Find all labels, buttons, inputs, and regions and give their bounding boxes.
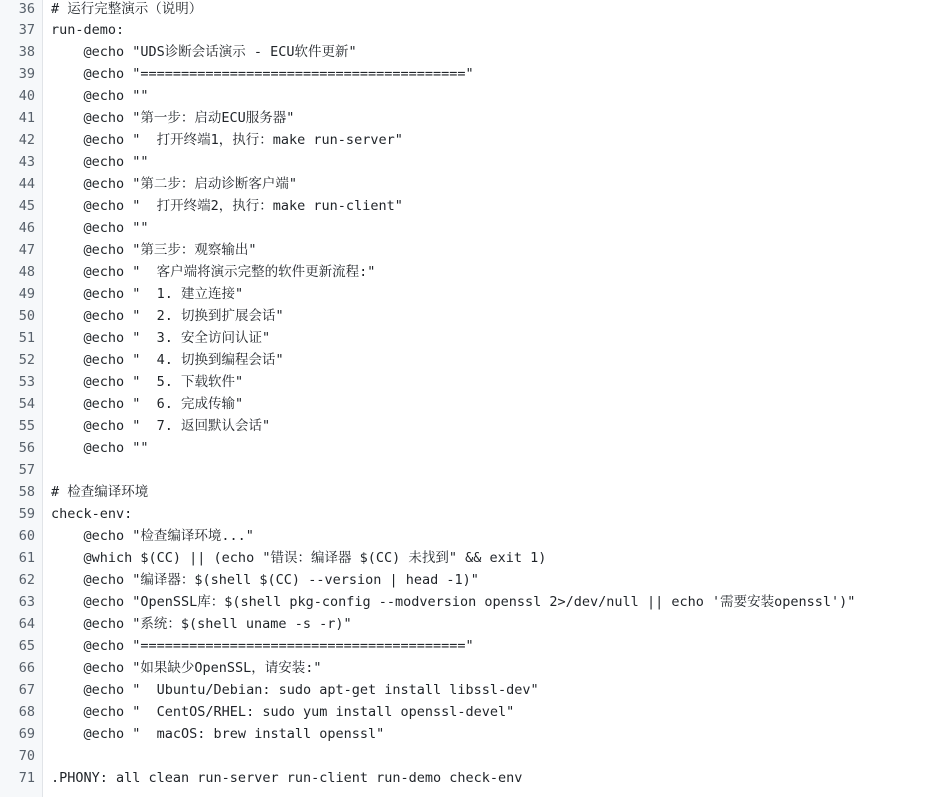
code-text: @echo "========================================" xyxy=(51,66,474,82)
code-text: @echo " 4. 切换到编程会话" xyxy=(51,352,284,368)
code-line[interactable] xyxy=(0,63,952,85)
code-line[interactable] xyxy=(0,19,952,41)
line-number: 55 xyxy=(18,418,35,434)
line-number: 53 xyxy=(18,374,35,390)
code-text: # 检查编译环境 xyxy=(51,484,149,500)
code-line[interactable] xyxy=(0,525,952,547)
line-number: 62 xyxy=(18,572,35,588)
line-number: 56 xyxy=(18,440,35,456)
code-text: @echo "" xyxy=(51,154,149,170)
code-line[interactable] xyxy=(0,107,952,129)
code-line[interactable] xyxy=(0,415,952,437)
code-line[interactable] xyxy=(0,371,952,393)
code-line[interactable] xyxy=(0,305,952,327)
line-number: 43 xyxy=(18,154,35,170)
line-number: 42 xyxy=(18,132,35,148)
code-line[interactable] xyxy=(0,261,952,283)
line-number: 63 xyxy=(18,594,35,610)
code-line[interactable] xyxy=(0,283,952,305)
code-line[interactable] xyxy=(0,657,952,679)
code-line[interactable] xyxy=(0,129,952,151)
line-number: 45 xyxy=(18,198,35,214)
code-line[interactable] xyxy=(0,195,952,217)
line-number: 46 xyxy=(18,220,35,236)
code-line[interactable] xyxy=(0,327,952,349)
line-number: 50 xyxy=(18,308,35,324)
code-line[interactable] xyxy=(0,151,952,173)
line-number: 67 xyxy=(18,682,35,698)
code-line[interactable] xyxy=(0,349,952,371)
line-number: 65 xyxy=(18,638,35,654)
code-line[interactable] xyxy=(0,591,952,613)
code-text: @echo " macOS: brew install openssl" xyxy=(51,726,385,742)
line-number: 40 xyxy=(18,88,35,104)
code-line[interactable] xyxy=(0,547,952,569)
code-text: @echo "OpenSSL库：$(shell pkg-config --modversion openssl 2>/dev/null || echo '需要安装openssl')" xyxy=(51,594,856,610)
code-text: @echo " CentOS/RHEL: sudo yum install openssl-devel" xyxy=(51,704,515,720)
code-text: @echo " 客户端将演示完整的软件更新流程:" xyxy=(51,264,376,280)
line-number: 47 xyxy=(18,242,35,258)
code-line[interactable] xyxy=(0,437,952,459)
code-text: @echo " 7. 返回默认会话" xyxy=(51,418,271,434)
line-number: 59 xyxy=(18,506,35,522)
line-number: 66 xyxy=(18,660,35,676)
line-number: 58 xyxy=(18,484,35,500)
code-text: @echo " 1. 建立连接" xyxy=(51,286,244,302)
code-line[interactable] xyxy=(0,745,952,767)
code-line[interactable] xyxy=(0,569,952,591)
line-number: 64 xyxy=(18,616,35,632)
code-line[interactable] xyxy=(0,767,952,789)
code-text: @echo " 3. 安全访问认证" xyxy=(51,330,271,346)
line-number: 69 xyxy=(18,726,35,742)
code-text: @echo " 5. 下载软件" xyxy=(51,374,244,390)
line-number: 39 xyxy=(18,66,35,82)
line-number: 37 xyxy=(18,22,35,38)
code-line[interactable] xyxy=(0,0,952,19)
code-text: @echo " Ubuntu/Debian: sudo apt-get install libssl-dev" xyxy=(51,682,539,698)
code-line[interactable] xyxy=(0,613,952,635)
code-text: @echo "编译器：$(shell $(CC) --version | head -1)" xyxy=(51,572,479,588)
code-line[interactable] xyxy=(0,239,952,261)
code-text: @echo "检查编译环境..." xyxy=(51,528,254,544)
code-line[interactable] xyxy=(0,459,952,481)
code-line[interactable] xyxy=(0,217,952,239)
code-text: @echo "第二步：启动诊断客户端" xyxy=(51,176,298,192)
code-text: run-demo: xyxy=(51,22,125,38)
code-text: @echo "========================================" xyxy=(51,638,474,654)
code-text: @which $(CC) || (echo "错误：编译器 $(CC) 未找到" && exit 1) xyxy=(51,550,547,566)
line-number: 38 xyxy=(18,44,35,60)
line-number: 36 xyxy=(18,1,35,17)
code-line[interactable] xyxy=(0,503,952,525)
code-text: # 运行完整演示（说明） xyxy=(51,1,203,17)
code-text: .PHONY: all clean run-server run-client run-demo check-env xyxy=(51,770,523,786)
code-text: @echo " 打开终端2，执行：make run-client" xyxy=(51,198,403,214)
code-text: @echo " 6. 完成传输" xyxy=(51,396,244,412)
code-text: @echo "第三步：观察输出" xyxy=(51,242,257,258)
code-text: @echo "" xyxy=(51,440,149,456)
code-line[interactable] xyxy=(0,723,952,745)
code-text: @echo "UDS诊断会话演示 - ECU软件更新" xyxy=(51,44,357,60)
code-line[interactable] xyxy=(0,173,952,195)
code-line[interactable] xyxy=(0,41,952,63)
line-number: 70 xyxy=(18,748,35,764)
line-number: 57 xyxy=(18,462,35,478)
code-text: check-env: xyxy=(51,506,133,522)
code-text: @echo " 打开终端1，执行：make run-server" xyxy=(51,132,403,148)
code-text: @echo " 2. 切换到扩展会话" xyxy=(51,308,284,324)
code-line[interactable] xyxy=(0,85,952,107)
line-number: 49 xyxy=(18,286,35,302)
line-number: 44 xyxy=(18,176,35,192)
code-text: @echo "" xyxy=(51,88,149,104)
code-line[interactable] xyxy=(0,701,952,723)
line-number: 54 xyxy=(18,396,35,412)
line-number: 71 xyxy=(18,770,35,786)
code-line[interactable] xyxy=(0,679,952,701)
code-text: @echo "第一步：启动ECU服务器" xyxy=(51,110,295,126)
line-number: 68 xyxy=(18,704,35,720)
line-number: 51 xyxy=(18,330,35,346)
line-number: 61 xyxy=(18,550,35,566)
line-number: 41 xyxy=(18,110,35,126)
code-line[interactable] xyxy=(0,635,952,657)
code-text: @echo "系统：$(shell uname -s -r)" xyxy=(51,616,352,632)
code-line[interactable] xyxy=(0,393,952,415)
line-number: 48 xyxy=(18,264,35,280)
code-text: @echo "" xyxy=(51,220,149,236)
line-number: 60 xyxy=(18,528,35,544)
line-number: 52 xyxy=(18,352,35,368)
code-text: @echo "如果缺少OpenSSL，请安装:" xyxy=(51,660,322,676)
code-line[interactable] xyxy=(0,481,952,503)
